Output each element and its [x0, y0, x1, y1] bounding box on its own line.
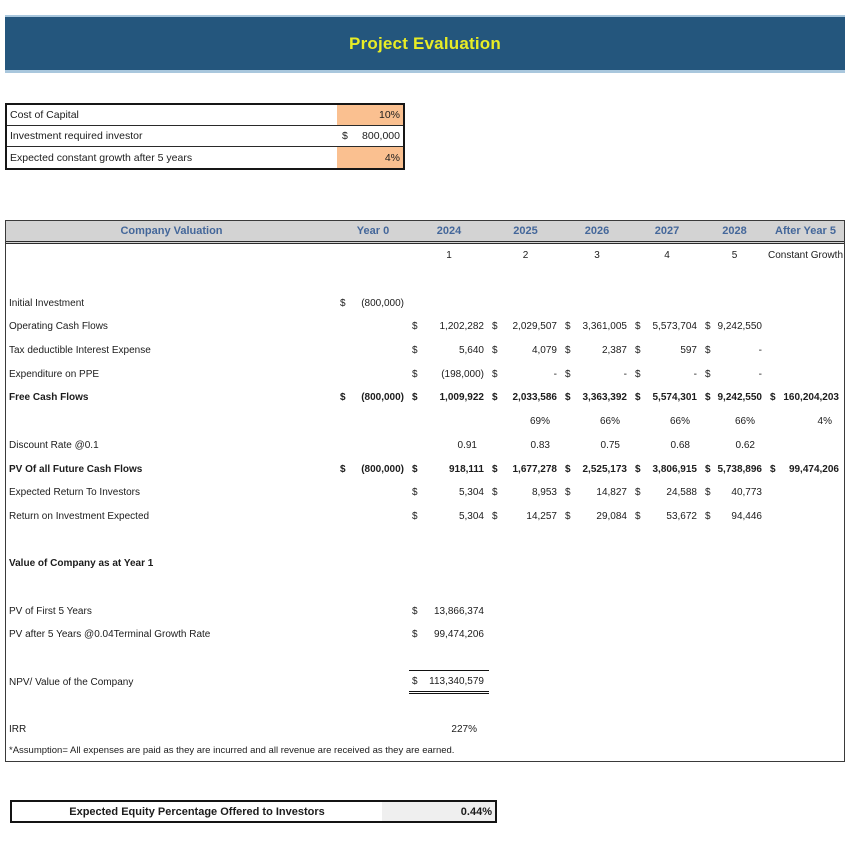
cell-y2027 — [632, 386, 702, 410]
valuation-row — [6, 599, 844, 623]
assumption-note: *Assumption= All expenses are paid as they are incurred and all revenue are received as they are earned. — [9, 745, 455, 757]
cell-y2025 — [489, 718, 562, 742]
valuation-row — [6, 694, 844, 718]
cell-y2028 — [702, 576, 767, 600]
row-label: Operating Cash Flows — [9, 321, 108, 333]
cell-after5 — [767, 315, 844, 339]
dollar-sign: $ — [635, 487, 641, 499]
cell-value: 2,525,173 — [582, 463, 627, 475]
dollar-sign: $ — [412, 605, 418, 617]
cell-y2027 — [632, 339, 702, 363]
cell-value: 8,953 — [531, 487, 557, 499]
cell-y2028 — [702, 505, 767, 529]
cell-value: 918,111 — [448, 463, 484, 475]
dollar-sign: $ — [412, 487, 418, 499]
row-label: Expected Return To Investors — [9, 487, 140, 499]
dollar-sign: $ — [705, 321, 711, 333]
dollar-sign: $ — [412, 463, 418, 475]
cell-y2027: 4 — [664, 250, 670, 262]
valuation-row — [6, 339, 844, 363]
dollar-sign: $ — [565, 392, 571, 404]
cell-y2028 — [702, 528, 767, 552]
equity-offer-label: Expected Equity Percentage Offered to Investors — [69, 805, 325, 818]
cell-y2027 — [632, 291, 702, 315]
assumptions-table — [5, 103, 405, 170]
cell-after5 — [767, 576, 844, 600]
cell-y2028 — [702, 552, 767, 576]
cell-value: - — [693, 368, 697, 380]
cell-y2027 — [632, 457, 702, 481]
cell-value: 5,574,301 — [652, 392, 697, 404]
valuation-row — [6, 647, 844, 671]
dollar-sign: $ — [705, 463, 711, 475]
dollar-sign: $ — [412, 345, 418, 357]
cell-y2027 — [632, 362, 702, 386]
dollar-sign: $ — [635, 321, 641, 333]
cell-y2025: 0.83 — [530, 439, 550, 451]
row-label: Value of Company as at Year 1 — [9, 558, 154, 570]
row-label: Discount Rate @0.1 — [9, 439, 99, 451]
cell-y2028 — [702, 386, 767, 410]
cell-y2028 — [702, 481, 767, 505]
cell-y2024 — [409, 268, 489, 292]
cell-y2026 — [562, 623, 632, 647]
row-label: PV after 5 Years @0.04Terminal Growth Rate — [9, 629, 211, 641]
cell-value: 597 — [680, 345, 697, 357]
assumption-label: Cost of Capital — [10, 109, 79, 121]
cell-y2027 — [632, 315, 702, 339]
cell-year0 — [337, 694, 409, 718]
dollar-sign: $ — [770, 463, 776, 475]
cell-y2028: 5 — [731, 250, 738, 262]
valuation-row — [6, 505, 844, 529]
cell-year0 — [337, 481, 409, 505]
cell-y2024: 1 — [446, 250, 452, 262]
cell-y2025 — [489, 576, 562, 600]
cell-y2025 — [489, 481, 562, 505]
cell-value: 5,304 — [458, 510, 484, 522]
equity-offer-value[interactable]: 0.44% — [382, 802, 495, 821]
column-header-y2025: 2025 — [513, 225, 538, 237]
cell-y2024: 227% — [451, 724, 477, 736]
cell-y2025 — [489, 670, 562, 694]
row-label: Free Cash Flows — [9, 392, 89, 404]
cell-y2025: 2 — [522, 250, 529, 262]
cell-y2026 — [562, 694, 632, 718]
cell-after5 — [767, 599, 844, 623]
cell-y2026 — [562, 339, 632, 363]
assumption-value: 800,000 — [362, 130, 400, 142]
cell-value: 9,242,550 — [717, 321, 762, 333]
valuation-row — [6, 268, 844, 292]
cell-y2028 — [702, 694, 767, 718]
cell-y2027: 66% — [669, 416, 690, 428]
cell-after5 — [767, 481, 844, 505]
cell-year0 — [337, 362, 409, 386]
cell-y2026 — [562, 528, 632, 552]
cell-after5 — [767, 339, 844, 363]
dollar-sign: $ — [565, 321, 571, 333]
row-label: PV of First 5 Years — [9, 605, 92, 617]
cell-value: - — [623, 368, 627, 380]
cell-y2026: 66% — [599, 416, 620, 428]
dollar-sign: $ — [492, 345, 498, 357]
cell-year0 — [337, 576, 409, 600]
column-header-y2024: 2024 — [436, 225, 462, 237]
dollar-sign: $ — [565, 463, 571, 475]
cell-y2026 — [562, 457, 632, 481]
valuation-table-body — [6, 244, 844, 761]
row-label: NPV/ Value of the Company — [9, 676, 134, 688]
valuation-row — [6, 362, 844, 386]
cell-value: 3,806,915 — [652, 463, 697, 475]
cell-value: 29,084 — [596, 510, 627, 522]
cell-y2027: 0.68 — [670, 439, 690, 451]
assumption-value: 4% — [384, 151, 400, 164]
cell-y2027 — [632, 623, 702, 647]
cell-y2028 — [702, 268, 767, 292]
cell-value: - — [758, 368, 762, 380]
valuation-header-row — [6, 221, 844, 244]
cell-y2024 — [409, 694, 489, 718]
cell-y2027 — [632, 670, 702, 694]
cell-value: 2,029,507 — [512, 321, 557, 333]
cell-year0 — [337, 339, 409, 363]
dollar-sign: $ — [492, 392, 498, 404]
cell-value: 3,363,392 — [582, 392, 627, 404]
cell-value: 53,672 — [666, 510, 697, 522]
cell-after5 — [767, 386, 844, 410]
cell-y2026 — [562, 670, 632, 694]
dollar-sign: $ — [412, 510, 418, 522]
cell-year0 — [337, 670, 409, 694]
valuation-row — [6, 670, 844, 694]
cell-year0 — [337, 647, 409, 671]
cell-value: (800,000) — [361, 297, 404, 309]
cell-y2025: 69% — [529, 416, 550, 428]
cell-y2024: 0.91 — [457, 439, 477, 451]
valuation-row — [6, 315, 844, 339]
cell-year0 — [337, 718, 409, 742]
dollar-sign: $ — [492, 510, 498, 522]
cell-y2028 — [702, 339, 767, 363]
cell-y2028 — [702, 670, 767, 694]
dollar-sign: $ — [565, 345, 571, 357]
cell-y2028: 0.62 — [735, 439, 755, 451]
cell-y2024 — [409, 481, 489, 505]
cell-after5 — [767, 670, 844, 694]
cell-year0 — [337, 291, 409, 315]
dollar-sign: $ — [635, 510, 641, 522]
dollar-sign: $ — [412, 392, 418, 404]
cell-y2024 — [409, 505, 489, 529]
cell-year0 — [337, 434, 409, 458]
cell-after5 — [767, 268, 844, 292]
assumption-label: Expected constant growth after 5 years — [10, 151, 193, 164]
dollar-sign: $ — [492, 487, 498, 499]
dollar-sign: $ — [705, 510, 711, 522]
row-label: PV Of all Future Cash Flows — [9, 463, 143, 475]
cell-value: 14,827 — [596, 487, 627, 499]
assumption-row — [7, 105, 403, 126]
cell-after5 — [767, 647, 844, 671]
cell-y2026 — [562, 576, 632, 600]
valuation-row — [6, 244, 844, 268]
cell-y2024 — [409, 647, 489, 671]
dollar-sign: $ — [635, 345, 641, 357]
assumption-row — [7, 147, 403, 168]
cell-y2025 — [489, 623, 562, 647]
cell-y2028 — [702, 457, 767, 481]
valuation-row — [6, 457, 844, 481]
cell-y2025 — [489, 457, 562, 481]
cell-y2024 — [409, 410, 489, 434]
cell-y2024 — [409, 599, 489, 623]
cell-y2026 — [562, 291, 632, 315]
cell-value: 13,866,374 — [433, 605, 484, 617]
dollar-sign: $ — [340, 463, 346, 475]
cell-y2028: 66% — [734, 416, 755, 428]
row-label: IRR — [9, 724, 27, 736]
dollar-sign: $ — [565, 487, 571, 499]
valuation-row — [6, 291, 844, 315]
cell-y2027 — [632, 576, 702, 600]
cell-value: 5,573,704 — [652, 321, 697, 333]
cell-value: 113,340,579 — [429, 675, 484, 687]
assumption-row — [7, 126, 403, 147]
cell-y2027 — [632, 552, 702, 576]
cell-y2026: 0.75 — [600, 439, 620, 451]
cell-y2026 — [562, 647, 632, 671]
cell-y2026 — [562, 362, 632, 386]
dollar-sign: $ — [705, 345, 711, 357]
cell-y2028 — [702, 623, 767, 647]
cell-value: 2,387 — [601, 345, 627, 357]
cell-y2025 — [489, 386, 562, 410]
cell-value: 99,474,206 — [433, 629, 484, 641]
cell-value: 94,446 — [731, 510, 762, 522]
cell-year0 — [337, 552, 409, 576]
dollar-sign: $ — [492, 321, 498, 333]
cell-y2027 — [632, 718, 702, 742]
dollar-sign: $ — [565, 368, 571, 380]
column-header-year0: Year 0 — [356, 225, 390, 237]
valuation-row — [6, 576, 844, 600]
cell-value: 2,033,586 — [512, 392, 557, 404]
cell-y2027 — [632, 694, 702, 718]
dollar-sign: $ — [340, 297, 346, 309]
cell-value: (800,000) — [361, 463, 404, 475]
row-label: Return on Investment Expected — [9, 510, 150, 522]
cell-value: (198,000) — [441, 368, 484, 380]
column-header-y2028: 2028 — [722, 225, 747, 237]
cell-year0 — [337, 505, 409, 529]
dollar-sign: $ — [565, 510, 571, 522]
cell-y2025 — [489, 599, 562, 623]
assumption-value-cell[interactable] — [337, 105, 403, 125]
cell-value: 40,773 — [731, 487, 762, 499]
cell-y2026 — [562, 268, 632, 292]
row-label: Initial Investment — [9, 297, 85, 309]
cell-value: 1,009,922 — [439, 392, 484, 404]
cell-y2026 — [562, 315, 632, 339]
cell-y2024 — [409, 362, 489, 386]
cell-y2025 — [489, 552, 562, 576]
assumption-value-cell[interactable] — [337, 147, 403, 168]
cell-value: 160,204,203 — [783, 392, 839, 404]
cell-after5 — [767, 291, 844, 315]
cell-y2024 — [409, 339, 489, 363]
cell-after5 — [767, 718, 844, 742]
cell-year0 — [337, 386, 409, 410]
cell-y2027 — [632, 599, 702, 623]
title-banner — [5, 15, 845, 73]
valuation-row — [6, 623, 844, 647]
dollar-sign: $ — [770, 392, 776, 404]
dollar-sign: $ — [635, 368, 641, 380]
assumption-value: 10% — [378, 109, 400, 121]
cell-y2025 — [489, 339, 562, 363]
cell-year0 — [337, 623, 409, 647]
cell-y2025 — [489, 694, 562, 718]
cell-year0 — [337, 268, 409, 292]
assumption-label: Investment required investor — [10, 130, 143, 142]
cell-y2025 — [489, 268, 562, 292]
dollar-sign: $ — [342, 130, 348, 142]
dollar-sign: $ — [705, 392, 711, 404]
cell-after5 — [767, 362, 844, 386]
cell-y2028 — [702, 599, 767, 623]
cell-y2026 — [562, 481, 632, 505]
dollar-sign: $ — [412, 675, 418, 687]
cell-year0 — [337, 457, 409, 481]
cell-after5 — [767, 505, 844, 529]
cell-after5: Constant Growth — [767, 250, 844, 262]
cell-y2025 — [489, 315, 562, 339]
cell-y2027 — [632, 528, 702, 552]
cell-year0 — [337, 528, 409, 552]
cell-value: 3,361,005 — [582, 321, 627, 333]
cell-after5 — [767, 457, 844, 481]
cell-y2025 — [489, 362, 562, 386]
cell-value: 5,640 — [458, 345, 484, 357]
cell-y2024 — [409, 552, 489, 576]
cell-y2027 — [632, 647, 702, 671]
dollar-sign: $ — [492, 368, 498, 380]
cell-y2025 — [489, 528, 562, 552]
cell-y2028 — [702, 291, 767, 315]
cell-y2024 — [409, 315, 489, 339]
valuation-row — [6, 481, 844, 505]
equity-offer-bar — [10, 800, 497, 823]
cell-year0 — [337, 315, 409, 339]
cell-y2024 — [409, 576, 489, 600]
row-label: Tax deductible Interest Expense — [9, 345, 151, 357]
cell-y2027 — [632, 481, 702, 505]
valuation-row — [6, 552, 844, 576]
cell-y2024 — [409, 386, 489, 410]
cell-after5 — [767, 623, 844, 647]
cell-y2027 — [632, 505, 702, 529]
cell-y2028 — [702, 315, 767, 339]
column-header-title: Company Valuation — [120, 225, 223, 237]
cell-y2025 — [489, 291, 562, 315]
cell-year0 — [337, 599, 409, 623]
dollar-sign: $ — [412, 629, 418, 641]
valuation-row — [6, 434, 844, 458]
dollar-sign: $ — [705, 368, 711, 380]
cell-value: 1,677,278 — [512, 463, 557, 475]
cell-value: 5,738,896 — [717, 463, 762, 475]
cell-y2024 — [409, 670, 489, 694]
valuation-row — [6, 410, 844, 434]
dollar-sign: $ — [492, 463, 498, 475]
cell-value: - — [758, 345, 762, 357]
cell-value: 1,202,282 — [439, 321, 484, 333]
cell-value: 24,588 — [666, 487, 697, 499]
cell-after5 — [767, 528, 844, 552]
cell-y2026: 3 — [594, 250, 600, 262]
column-header-y2026: 2026 — [584, 225, 610, 237]
valuation-row — [6, 386, 844, 410]
cell-y2026 — [562, 718, 632, 742]
cell-y2027 — [632, 268, 702, 292]
cell-y2024 — [409, 623, 489, 647]
cell-value: 14,257 — [526, 510, 557, 522]
cell-value: 9,242,550 — [717, 392, 762, 404]
page-title: Project Evaluation — [349, 33, 501, 53]
cell-y2024 — [409, 528, 489, 552]
row-label: Expenditure on PPE — [9, 368, 100, 380]
cell-y2028 — [702, 718, 767, 742]
valuation-row — [6, 718, 844, 742]
column-header-after5: After Year 5 — [775, 225, 836, 237]
cell-y2028 — [702, 647, 767, 671]
cell-y2025 — [489, 647, 562, 671]
dollar-sign: $ — [412, 368, 418, 380]
dollar-sign: $ — [705, 487, 711, 499]
cell-after5 — [767, 552, 844, 576]
dollar-sign: $ — [340, 392, 346, 404]
cell-y2025 — [489, 505, 562, 529]
cell-y2026 — [562, 599, 632, 623]
cell-value: (800,000) — [361, 392, 404, 404]
cell-value: 5,304 — [458, 487, 484, 499]
cell-y2028 — [702, 362, 767, 386]
cell-after5 — [767, 694, 844, 718]
cell-value: - — [553, 368, 557, 380]
cell-value: 99,474,206 — [788, 463, 839, 475]
cell-y2024 — [409, 291, 489, 315]
dollar-sign: $ — [412, 321, 418, 333]
cell-value: 4,079 — [531, 345, 557, 357]
cell-year0 — [337, 410, 409, 434]
column-header-y2027: 2027 — [654, 225, 680, 237]
valuation-row — [6, 528, 844, 552]
cell-y2026 — [562, 386, 632, 410]
cell-year0 — [337, 244, 409, 268]
dollar-sign: $ — [635, 392, 641, 404]
cell-y2024 — [409, 457, 489, 481]
dollar-sign: $ — [635, 463, 641, 475]
valuation-table — [5, 220, 845, 762]
cell-after5 — [767, 434, 844, 458]
cell-y2026 — [562, 505, 632, 529]
cell-after5: 4% — [817, 416, 832, 428]
assumption-value-cell[interactable] — [337, 126, 403, 146]
cell-y2026 — [562, 552, 632, 576]
